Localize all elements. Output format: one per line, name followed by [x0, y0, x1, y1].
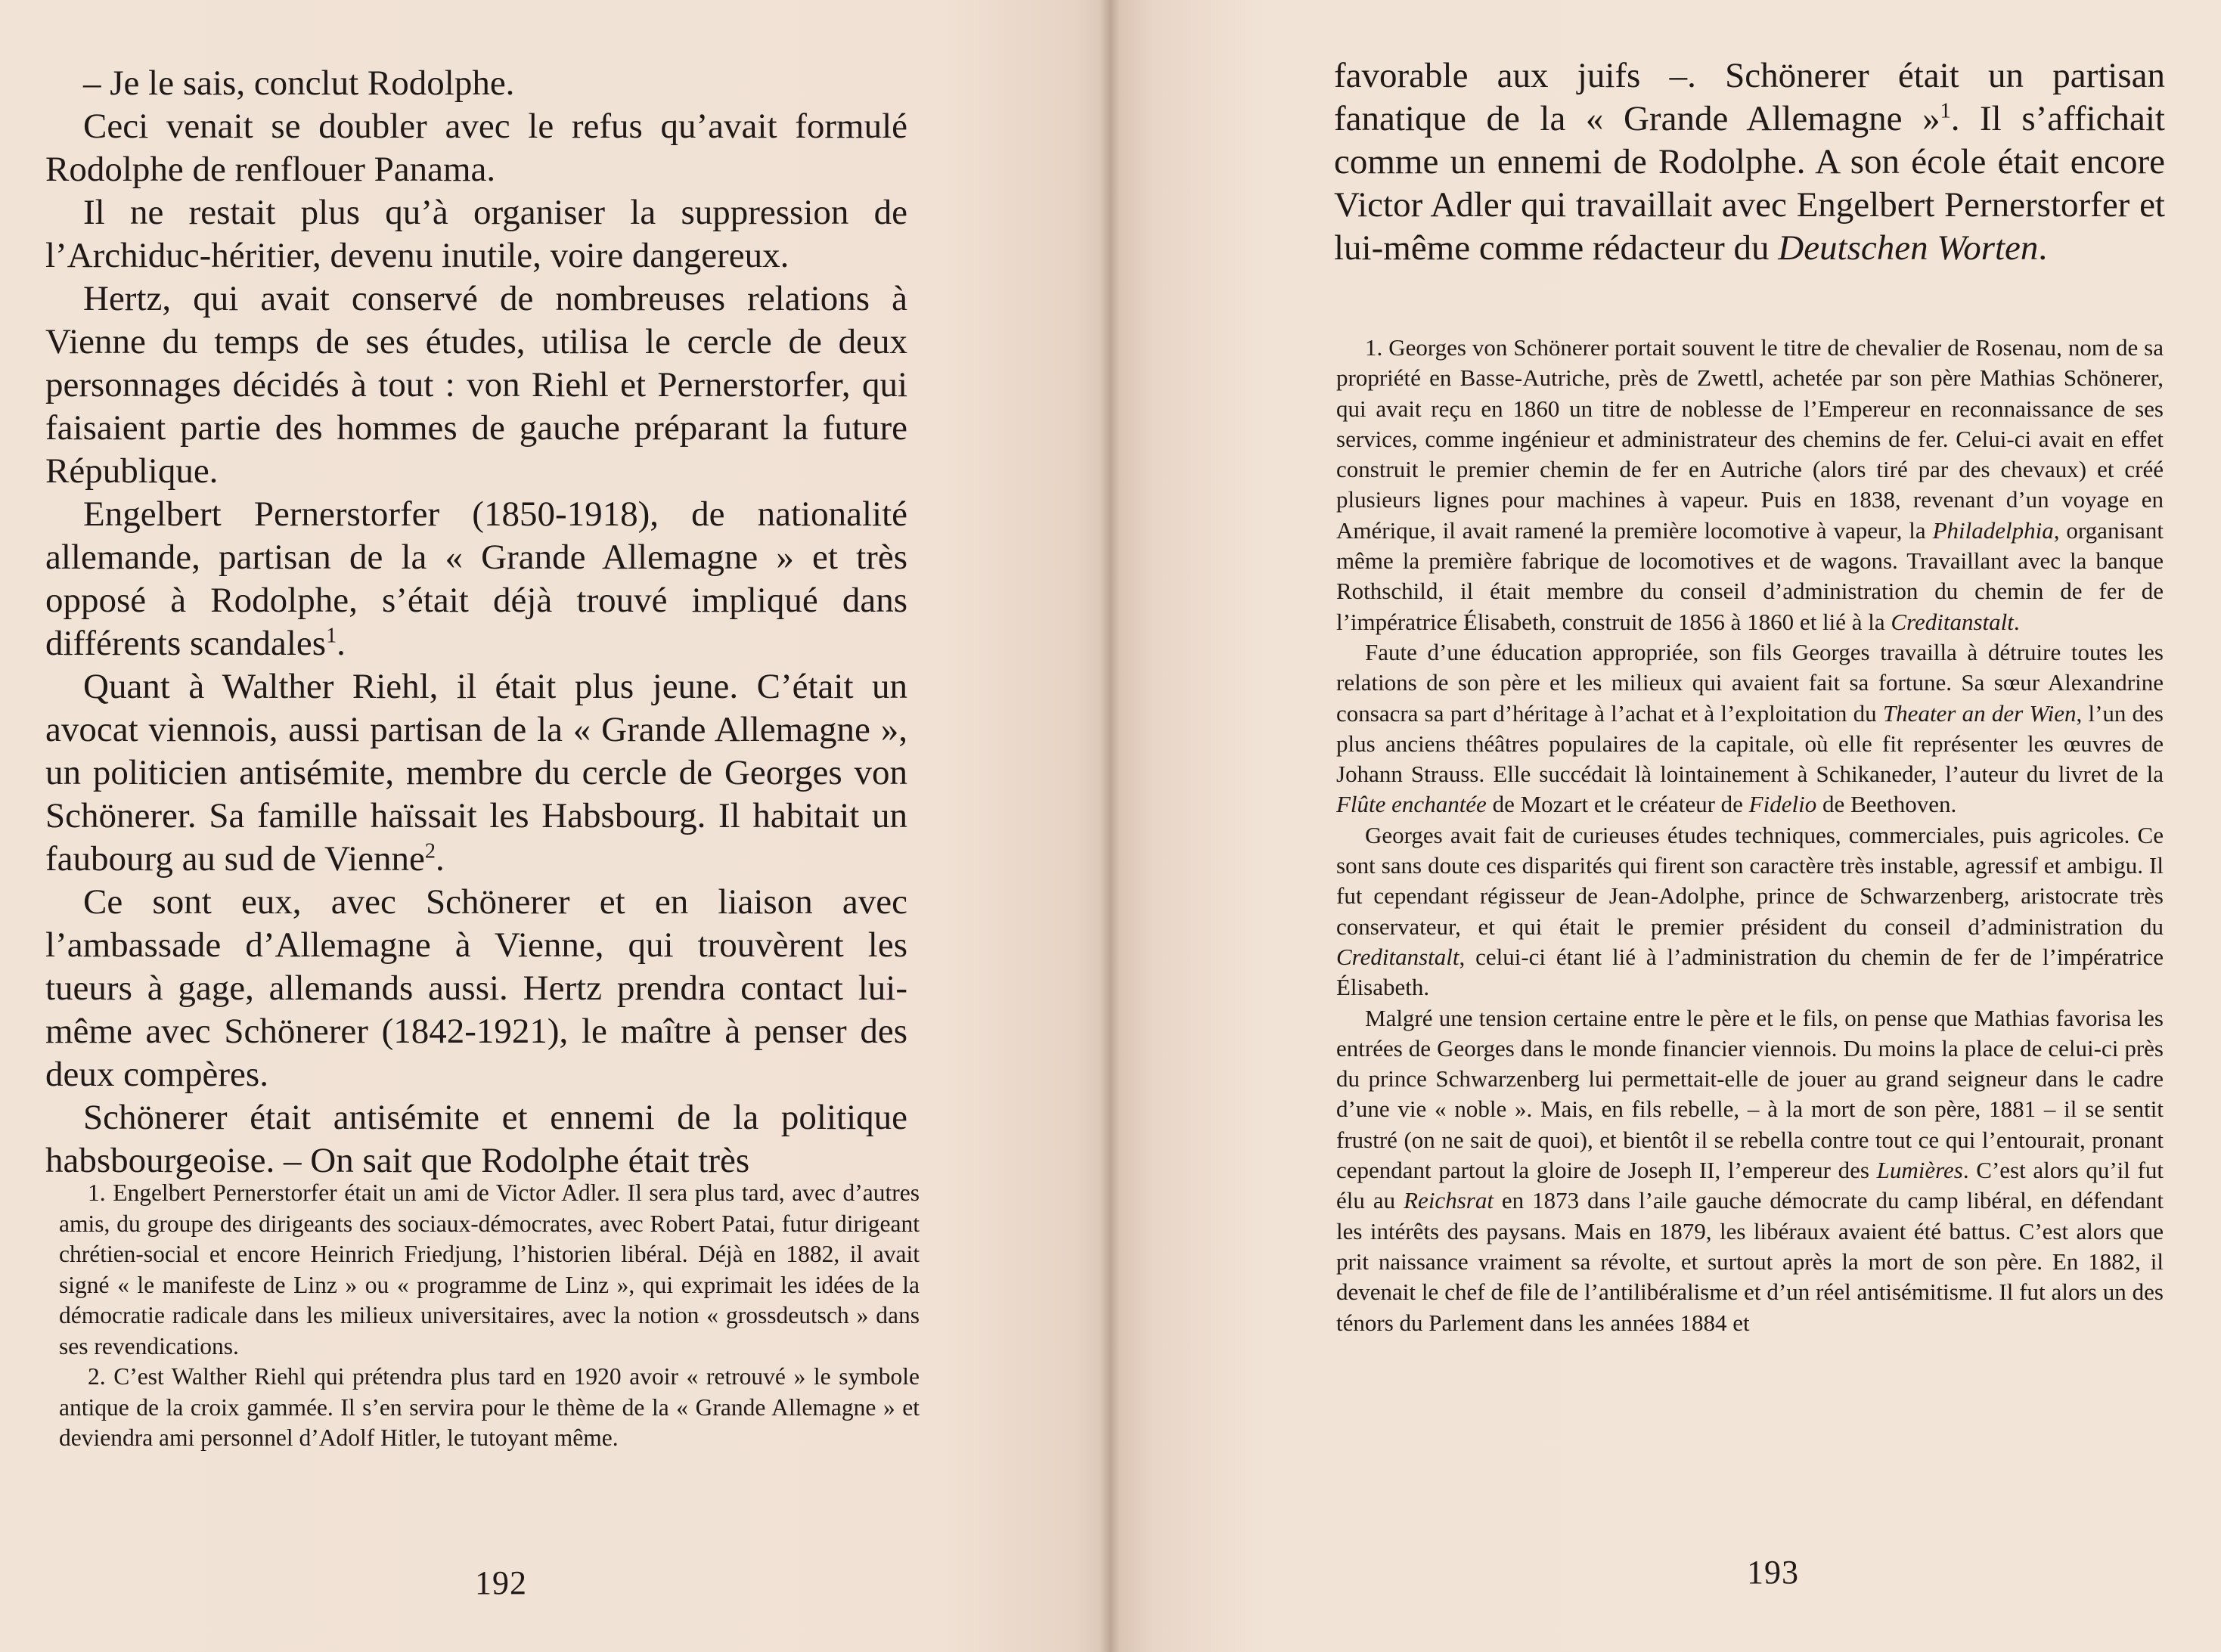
rfn4-italic-2: Reichsrat: [1404, 1187, 1494, 1214]
rfn3-end: , celui-ci étant lié à l’administration du chemin de fer de l’impératrice Élisabeth.: [1336, 943, 2164, 1001]
rfn2-end: de Beethoven.: [1816, 791, 1957, 818]
right-paragraph-1-end: .: [2038, 228, 2048, 268]
footnote-ref-right-1: 1: [1940, 99, 1951, 123]
right-paragraph-1-part-a: favorable aux juifs –. Schönerer était un partisan fanatique de la « Grande Allemagne »: [1334, 56, 2165, 138]
left-paragraph-6: Quant à Walther Riehl, il était plus jeune. C’était un avocat viennois, aussi partisan de la « Grande Allemagne », un politicien antisémite, membre du cercle de Georges von Schönerer. Sa famille haïssait les Habsbourg. Il habitait un faubourg au sud de Vienne$^2$.: [45, 667, 907, 879]
page-number-left: 192: [475, 1564, 527, 1601]
rfn1-italic-2: Creditanstalt: [1891, 608, 2014, 635]
left-paragraph-4: Hertz, qui avait conservé de nombreuses relations à Vienne du temps de ses études, utilisa le cercle de deux personnages décidés à tout : von Riehl et Pernerstorfer, qui faisaient partie des hommes de gauche préparant la future République.: [45, 279, 907, 491]
rfn1-a: 1. Georges von Schönerer portait souvent le titre de chevalier de Rosenau, nom de sa propriété en Basse-Autriche, près de Zwettl, achetée par son père Mathias Schönerer, qui avait reçu en 1860 un titre de noblesse de l’Empereur en reconnaissance de ses services, comme ingénieur et administrateur des chemins de fer. Celui-ci avait en effet construit le premier chemin de fer en Autriche (alors tiré par des chevaux) et créé plusieurs lignes pour machines à vapeur. Puis en 1838, revenant d’un voyage en Amérique, il avait ramené la première locomotive à vapeur, la: [1336, 334, 2164, 544]
rfn3-italic-1: Creditanstalt: [1336, 943, 1459, 970]
rfn2-italic-3: Fidelio: [1748, 791, 1817, 818]
footnote-ref-2: 2: [424, 839, 436, 863]
rfn1-italic-1: Philadelphia: [1932, 516, 2054, 544]
left-paragraph-2: Ceci venait se doubler avec le refus qu’avait formulé Rodolphe de renflouer Panama.: [45, 107, 907, 189]
left-paragraph-8: Schönerer était antisémite et ennemi de la politique habsbourgeoise. – On sait que Rodolphe était très: [45, 1098, 907, 1180]
left-paragraph-3: Il ne restait plus qu’à organiser la suppression de l’Archiduc-héritier, devenu inutile, voire dangereux.: [45, 193, 907, 275]
left-paragraph-1: – Je le sais, conclut Rodolphe.: [83, 64, 515, 103]
left-footnotes: [59, 1178, 920, 1454]
left-paragraph-6-text: Quant à Walther Riehl, il était plus jeune. C’était un avocat viennois, aussi partisan de la « Grande Allemagne », un politicien antisémite, membre du cercle de Georges von Schönerer. Sa famille haïssait les Habsbourg. Il habitait un faubourg au sud de Vienne: [45, 667, 907, 879]
rfn1-end: .: [2013, 608, 2020, 635]
rfn2-b: , l’un des plus anciens théâtres populaires de la capitale, où elle fit représenter les œuvres de Johann Strauss. Elle succédait là lointainement à Schikaneder, l’auteur du livret de la: [1336, 699, 2164, 788]
right-footnote-1: [1336, 333, 2164, 637]
book-gutter: [1100, 0, 1120, 1652]
rfn4-b: . C’est alors qu’il fut élu au: [1336, 1157, 2164, 1214]
right-footnotes: [1336, 333, 2164, 1338]
rfn2-italic-1: Theater an der Wien: [1882, 699, 2077, 727]
rfn2-c: de Mozart et le créateur de: [1486, 791, 1749, 818]
left-footnote-2: 2. C’est Walther Riehl qui prétendra plus tard en 1920 avoir « retrouvé » le symbole antique de la croix gammée. Il s’en servira pour le thème de la « Grande Allemagne » et deviendra ami personnel d’Adolf Hitler, le tutoyant même.: [59, 1363, 920, 1451]
rfn3-a: Georges avait fait de curieuses études techniques, commerciales, puis agricoles. Ce sont sans doute ces disparités qui firent son caractère très instable, agressif et ambigu. Il fut cependant régisseur de Jean-Adolphe, prince de Schwarzenberg, aristocrate très conservateur, et qui était le premier président du conseil d’administration du: [1336, 821, 2164, 940]
rfn2-a: Faute d’une éducation appropriée, son fils Georges travailla à détruire toutes les relations de son père et les milieux qui avaient fait sa fortune. Sa sœur Alexandrine consacra sa part d’héritage à l’achat et à l’exploitation du: [1336, 638, 2164, 727]
left-footnote-1: 1. Engelbert Pernerstorfer était un ami de Victor Adler. Il sera plus tard, avec d’autres amis, du groupe des dirigeants des sociaux-démocrates, avec Robert Patai, futur dirigeant chrétien-social et encore Heinrich Friedjung, l’historien libéral. Déjà en 1882, il avait signé « le manifeste de Linz » ou « programme de Linz », qui exprimait les idées de la démocratie radicale dans les milieux universitaires, avec la notion « grossdeutsch » dans ses revendications.: [59, 1179, 920, 1359]
right-body-text: [1334, 54, 2165, 270]
right-paragraph-1: [1334, 54, 2165, 270]
page-number-right: 193: [1747, 1554, 1799, 1591]
footnote-ref-1: 1: [326, 624, 337, 648]
left-page: [0, 0, 1110, 1652]
rfn1-b: , organisant même la première fabrique de locomotives et de wagons. Travaillant avec la banque Rothschild, il était membre du conseil d’administration du chemin de fer de l’impératrice Élisabeth, construit de 1856 à 1860 et lié à la: [1336, 516, 2164, 635]
right-footnote-4: [1336, 1003, 2164, 1338]
right-paragraph-1-part-b: . Il s’affichait comme un ennemi de Rodolphe. A son école était encore Victor Adler qui travaillait avec Engelbert Pernerstorfer et lui-même comme rédacteur du: [1334, 99, 2165, 268]
left-paragraph-5-text: Engelbert Pernerstorfer (1850-1918), de nationalité allemande, partisan de la « Grande Allemagne » et très opposé à Rodolphe, s’était déjà trouvé impliqué dans différents scandales: [45, 494, 907, 663]
rfn4-a: Malgré une tension certaine entre le père et le fils, on pense que Mathias favorisa les entrées de Georges dans le monde financier viennois. Du moins la place de celui-ci près du prince Schwarzenberg lui permettait-elle de jouer au grand seigneur dans le cadre d’une vie « noble ». Mais, en fils rebelle, – à la mort de son père, 1881 – il se sentit frustré (on ne sait de quoi), et bientôt il se rebella contre tout ce qui l’entourait, pronant cependant partout la gloire de Joseph II, l’empereur des: [1336, 1004, 2164, 1184]
left-paragraph-5: Engelbert Pernerstorfer (1850-1918), de nationalité allemande, partisan de la « Grande Allemagne » et très opposé à Rodolphe, s’était déjà trouvé impliqué dans différents scandales$^1$.: [45, 494, 907, 663]
rfn2-italic-2: Flûte enchantée: [1336, 791, 1487, 818]
right-footnote-2: [1336, 637, 2164, 820]
rfn4-italic-1: Lumières: [1876, 1157, 1963, 1184]
right-paragraph-1-italic: Deutschen Worten: [1778, 228, 2039, 268]
left-body-text: [45, 62, 907, 1182]
rfn4-end: en 1873 dans l’aile gauche démocrate du camp libéral, en défendant les intérêts des paysans. Mais en 1879, les libéraux avaient été battus. C’est alors que prit naissance vraiment sa révolte, et surtout après la mort de son père. En 1882, il devenait le chef de file de l’antilibéralisme et d’un réel antisémitisme. Il fut alors un des ténors du Parlement dans les années 1884 et: [1336, 1187, 2164, 1336]
left-paragraph-7: Ce sont eux, avec Schönerer et en liaison avec l’ambassade d’Allemagne à Vienne, qui trouvèrent les tueurs à gage, allemands aussi. Hertz prendra contact lui-même avec Schönerer (1842-1921), le maître à penser des deux compères.: [45, 882, 907, 1094]
right-footnote-3: [1336, 820, 2164, 1003]
